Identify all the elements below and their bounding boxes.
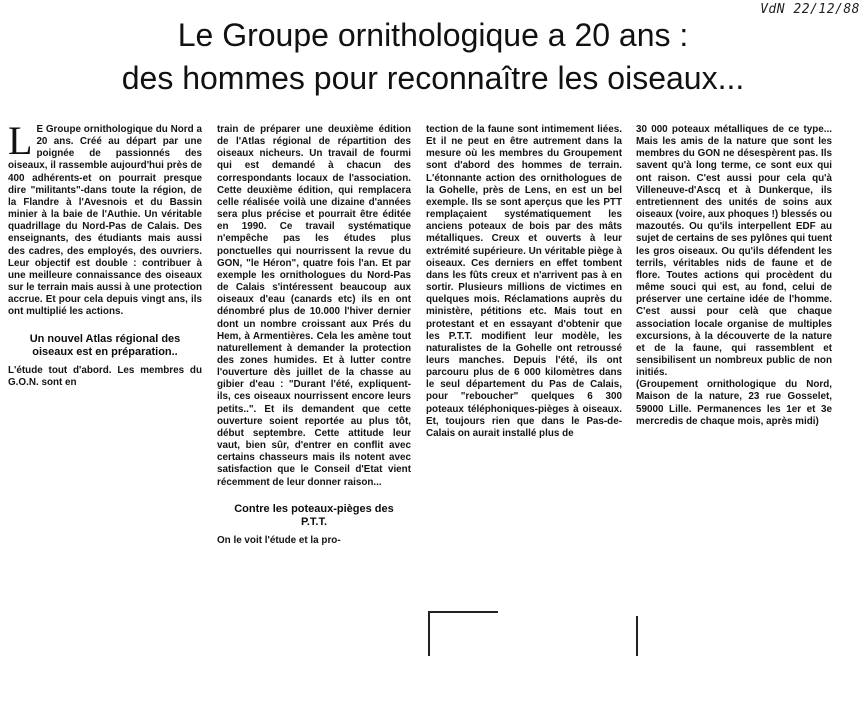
drop-cap: L <box>8 118 33 163</box>
contact-signoff: (Groupement ornithologique du Nord, Maison de la nature, 23 rue Gosselet, 59000 Lille. Permanences les 1er et 3e mercredis de chaque mois, après midi) <box>636 379 832 427</box>
rule-bottom-horizontal <box>428 611 498 613</box>
paragraph-study-start: L'étude tout d'abord. Les membres du G.O.N. sont en <box>8 364 202 388</box>
headline <box>0 14 866 100</box>
article-column-3 <box>426 124 622 440</box>
subhead-ptt: Contre les poteaux-pièges des P.T.T. <box>234 502 394 528</box>
paragraph-poles: tection de la faune sont intimement liées. Et il ne peut en être autrement dans la mesure où les membres du Groupement sont d'abord des hommes de terrain. L'étonnante action des ornithologues de la Gohelle, près de Lens, en est un bel exemple. Ils se sont aperçus que les PTT remplaçaient systématiquement les anciens poteaux de bois par des mâts métalliques. Creux et ouverts à leur extrémité supérieure. Un véritable piège à oiseaux. Ces derniers en effet tombent dans les fûts creux et n'arrivent pas à en sortir. Plusieurs millions de victimes en quelques mois. Réclamations auprès du ministère, pétitions etc. Mais tout en protestant et en essayant d'obtenir que les P.T.T. modifient leur modèle, les naturalistes de la Gohelle ont retroussé leurs manches. Depuis l'été, ils ont parcouru plus de 6 000 kilomètres dans le seul département du Pas de Calais, pour "reboucher" quelques 6 300 poteaux téléphoniques-pièges à oiseaux. Et, toujours rien que dans le Pas-de-Calais on aurait installé plus de <box>426 124 622 439</box>
paragraph-atlas: train de préparer une deuxième édition de l'Atlas régional de répartition des oiseaux nicheurs. Un travail de fourmi qui est demandé à chacun des correspondants locaux de l'association. Cette deuxième édition, qui remplacera celle réalisée voilà une dizaine d'années sera plus précise et pourrait être éditée en 1990. Ce travail systématique n'empêche pas les études plus ponctuelles qui nourrissent la revue du GON, "le Héron", quatre fois l'an. Et par exemple les ornithologues du Nord-Pas de Calais s'intéressent beaucoup aux oiseaux d'eau (canards etc) ils en ont dénombré plus de 10.000 l'hiver dernier dont un nombre croissant aux Prés du Hem, à Armentières. Cela les amène tout naturellement à demander la protection des zones humides. Et à lutter contre l'ouverture dès juillet de la chasse au gibier d'eau : "Durant l'été, expliquent-ils, ces oiseaux nourrissent encore leurs petits..". Et ils demandent que cette ouverture soient reportée au plus tôt, début septembre. Cette attitude leur vaut, bien sûr, d'entrer en conflit avec certains chasseurs mais ils notent avec satisfaction que le Conseil d'Etat vient récemment de leur donner raison... <box>217 124 411 488</box>
paragraph-intro: E Groupe ornithologique du Nord a 20 ans. Créé au départ par une poignée de passionnés des oiseaux, il rassemble aujourd'hui près de 400 adhérents-et on pourrait presque dire "militants"-dans toute la région, de la Flandre à l'Avesnois et du Bassin minier à la baie de l'Authie. Un véritable quadrillage du Nord-Pas de Calais. Des enseignants, des étudiants mais aussi des cadres, des employés, des ouvriers. Leur objectif est double : contribuer à une meilleure connaissance des oiseaux sur le terrain mais aussi à une protection accrue. Et pour cela depuis vingt ans, ils ont multiplié les actions. <box>8 124 202 318</box>
subhead-atlas: Un nouvel Atlas régional des oiseaux est en préparation.. <box>29 332 181 358</box>
column-rule-bottom-left <box>428 612 430 656</box>
headline-line-1: Le Groupe ornithologique a 20 ans : <box>177 17 689 53</box>
headline-line-2: des hommes pour reconnaître les oiseaux... <box>121 60 745 96</box>
article-column-4 <box>636 124 832 428</box>
paragraph-protection-start: On le voit l'étude et la pro- <box>217 534 341 546</box>
article-column-1 <box>8 118 202 389</box>
handwritten-date-annotation: VdN 22/12/88 <box>760 2 860 17</box>
paragraph-conclusion: 30 000 poteaux métalliques de ce type... Mais les amis de la nature que sont les membres du GON ne désespèrent pas. Ils savent qu'à long terme, ce sont eux qui ont raison. C'est aussi pour cela qu'à Villeneuve-d'Ascq et à Dunkerque, ils entretiennent des unités de soins aux oiseaux (voire, aux phoques !) blessés ou mazoutés. Ou qu'ils interpellent EDF au sujet de certains de ses pylônes qui tuent les gros oiseaux. Ou qu'ils défendent les terrils, véritables nids de faune et de flore. Toutes actions qui procèdent du même souci qui est, au fond, celui de préserver une certaine idée de l'homme. C'est aussi pour celà que chaque association locale organise de multiples excursions, à la découverte de la nature et de la faune, qui rassemblent et sensibilisent un nombreux public de non initiés. <box>636 124 832 379</box>
article-column-2 <box>217 124 411 547</box>
column-rule-bottom-right <box>636 616 638 656</box>
